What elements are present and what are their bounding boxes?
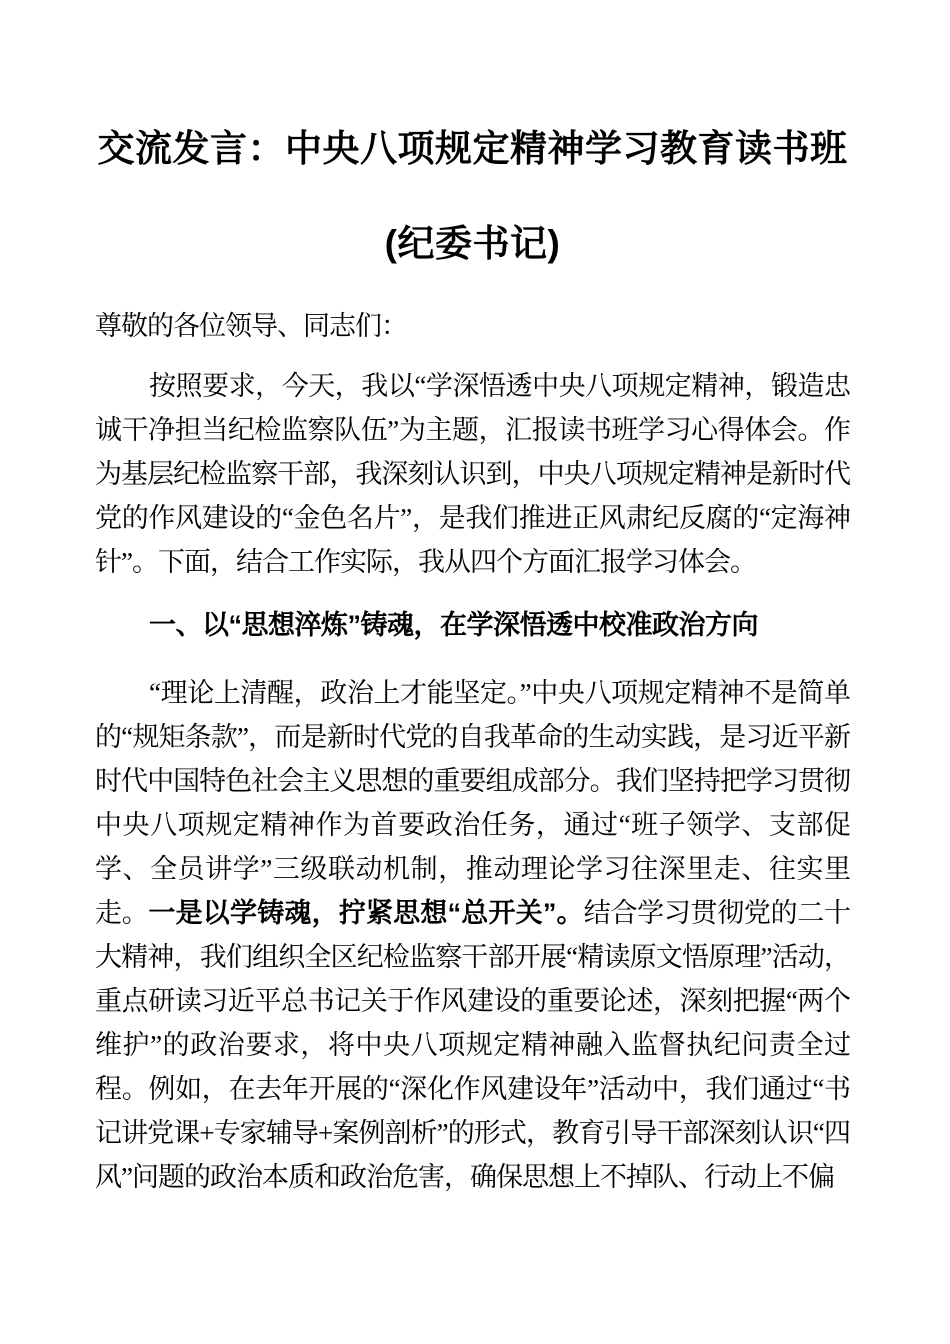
document-title: 交流发言：中央八项规定精神学习教育读书班 — [97, 128, 848, 169]
section-1-heading: 一、以“思想淬炼”铸魂，在学深悟透中校准政治方向 — [149, 610, 758, 640]
section-1-paragraph — [95, 671, 850, 1199]
opening-paragraph: 按照要求，今天，我以“学深悟透中央八项规定精神，锻造忠诚干净担当纪检监察队伍”为主题，汇报读书班学习心得体会。作为基层纪检监察干部，我深刻认识到，中央八项规定精神是新时代党的作风建设的“金色名片”，是我们推进正风肃纪反腐的“定海神针”。下面，结合工作实际，我从四个方面汇报学习体会。 — [95, 371, 850, 577]
section-1-paragraph-text-start: “理论上清醒，政治上才能坚定。”中央八项规定精神不是简单的“规矩条款”，而是新时代党的自我革命的生动实践，是习近平新时代中国特色社会主义思想的重要组成部分。我们坚持把学习贯彻中央八项规定精神作为首要政治任务，通过“班子领学、支部促学、全员讲学”三级联动机制，推动理论学习往深里走、往实里走。 — [95, 678, 850, 928]
section-1-paragraph-bold-emphasis: 一是以学铸魂，拧紧思想“总开关”。 — [148, 898, 584, 928]
salutation: 尊敬的各位领导、同志们： — [95, 311, 407, 341]
section-1-paragraph-text-end: 结合学习贯彻党的二十大精神，我们组织全区纪检监察干部开展“精读原文悟原理”活动，重点研读习近平总书记关于作风建设的重要论述，深刻把握“两个维护”的政治要求，将中央八项规定精神融入监督执纪问责全过程。例如，在去年开展的“深化作风建设年”活动中，我们通过“书记讲党课+专家辅导+案例剖析”的形式，教育引导干部深刻认识“四风”问题的政治本质和政治危害，确保思想上不掉队、行动上不偏 — [95, 898, 851, 1192]
document-subtitle: (纪委书记) — [384, 223, 561, 264]
